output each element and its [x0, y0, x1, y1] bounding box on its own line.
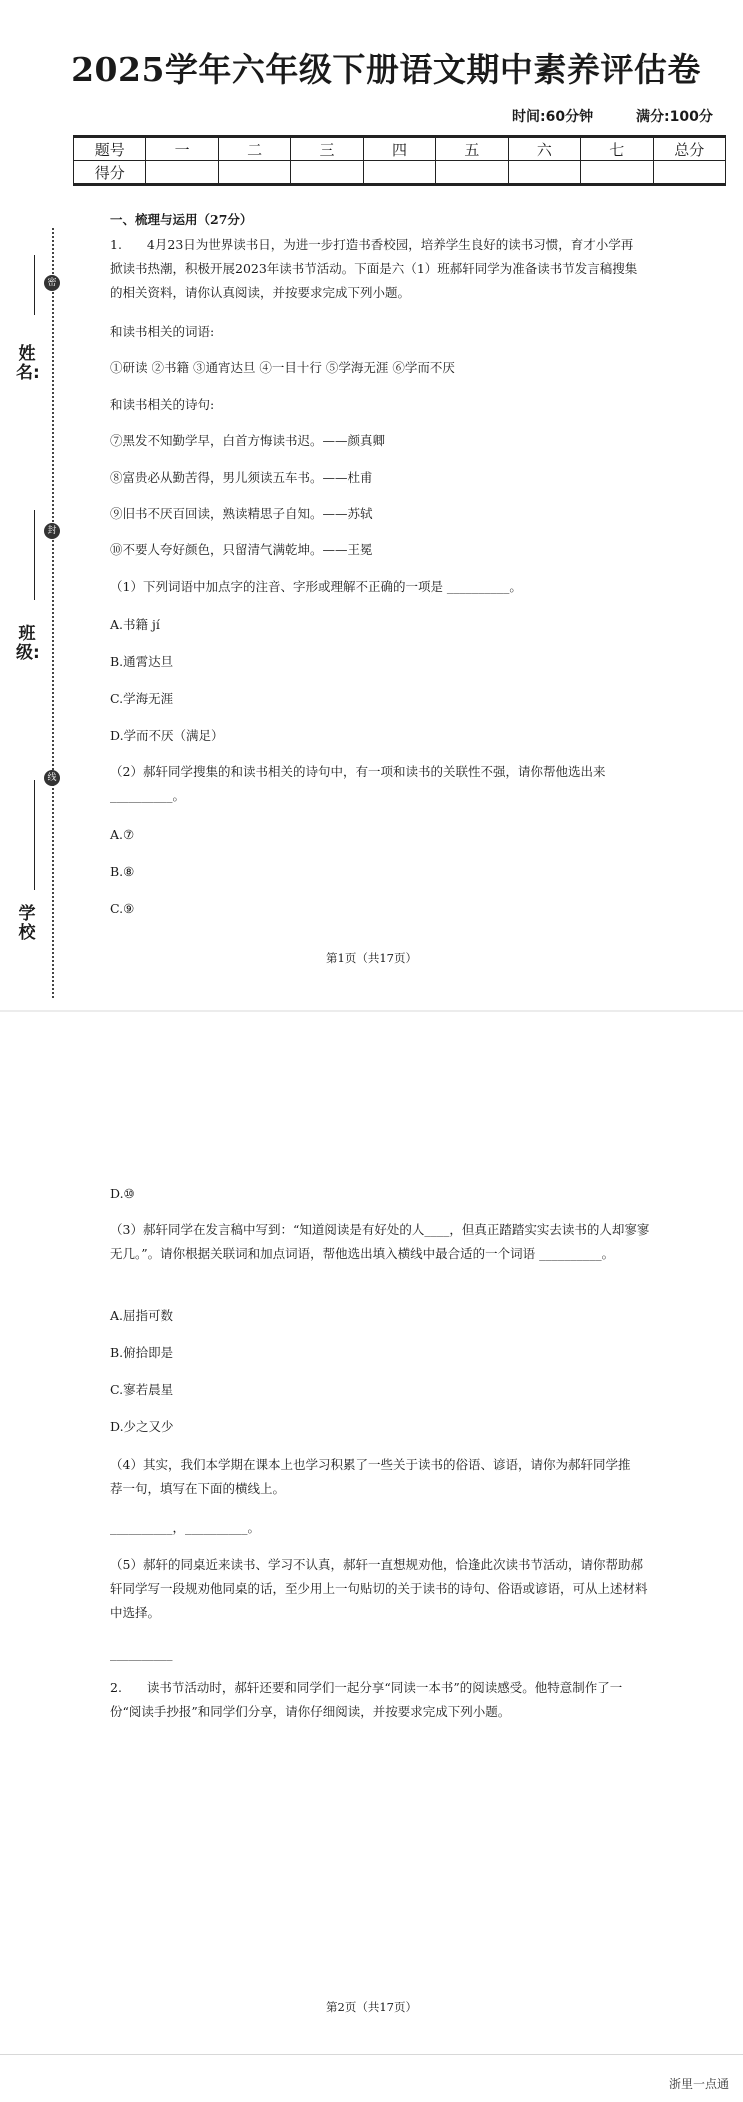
score-header-cell: 五 — [436, 137, 508, 161]
option-a[interactable]: A.屈指可数 — [110, 1308, 174, 1323]
score-header-cell: 二 — [218, 137, 290, 161]
sub-question-1: （1）下列词语中加点字的注音、字形或理解不正确的一项是 __________。 — [110, 579, 522, 594]
question-1-intro: 1. 4月23日为世界读书日，为进一步打造书香校园，培养学生良好的读书习惯，育才小学再掀读书热潮，积极开展2023年读书节活动。下面是六（1）班郝轩同学为准备读书节发言稿搜集的相关资料，请你认真阅读，并按要求完成下列小题。 — [110, 237, 638, 300]
option-a[interactable]: A.书籍 jí — [110, 617, 160, 632]
words-label: 和读书相关的词语: — [110, 324, 215, 339]
sub-question-5: （5）郝轩的同桌近来读书、学习不认真，郝轩一直想规劝他，恰逢此次读书节活动，请你帮助郝轩同学写一段规劝他同桌的话，至少用上一句贴切的关于读书的诗句、俗语或谚语，可从上述材料中选择。 — [110, 1557, 648, 1620]
option-a[interactable]: A.⑦ — [110, 827, 135, 842]
option-c[interactable]: C.寥若晨星 — [110, 1382, 174, 1397]
binding-mark-xian: 线 — [44, 770, 60, 786]
section-title: 一、梳理与运用（27分） — [110, 212, 253, 227]
class-label: 班级: — [16, 624, 40, 663]
question-2-intro: 2. 读书节活动时，郝轩还要和同学们一起分享“同读一本书”的阅读感受。他特意制作了一份“阅读手抄报”和同学们分享，请你仔细阅读，并按要求完成下列小题。 — [110, 1680, 623, 1719]
score-cell[interactable] — [363, 161, 435, 185]
score-row-label: 得分 — [74, 161, 146, 185]
score-cell[interactable] — [291, 161, 363, 185]
page-2-footer: 第2页（共17页） — [326, 2000, 417, 2014]
page-1-footer: 第1页（共17页） — [326, 951, 417, 965]
binding-mark-mi: 密 — [44, 275, 60, 291]
brand-watermark: 浙里一点通 — [668, 2077, 729, 2091]
sub-question-2: （2）郝轩同学搜集的和读书相关的诗句中，有一项和读书的关联性不强，请你帮他选出来 __________。 — [110, 764, 606, 803]
binding-mark-feng: 封 — [44, 523, 60, 539]
class-blank[interactable] — [34, 510, 35, 600]
score-table-header-row — [74, 137, 726, 161]
poem-8: ⑧富贵必从勤苦得，男儿须读五车书。——杜甫 — [110, 470, 373, 485]
poem-9: ⑨旧书不厌百回读，熟读精思子自知。——苏轼 — [110, 506, 373, 521]
answer-blank-4[interactable]: __________，__________。 — [110, 1520, 261, 1535]
option-c[interactable]: C.学海无涯 — [110, 691, 174, 706]
name-blank[interactable] — [34, 255, 35, 315]
page-2 — [0, 1012, 743, 2102]
option-b[interactable]: B.通霄达旦 — [110, 654, 174, 669]
score-header-cell: 总分 — [653, 137, 726, 161]
poem-10: ⑩不要人夸好颜色，只留清气满乾坤。——王冕 — [110, 542, 373, 557]
score-header-cell: 六 — [508, 137, 580, 161]
page-1 — [0, 0, 743, 1010]
option-c[interactable]: C.⑨ — [110, 901, 135, 916]
school-label: 学校 — [18, 904, 36, 943]
full-score: 满分:100分 — [636, 109, 713, 125]
score-header-cell: 七 — [581, 137, 653, 161]
sub-question-3: （3）郝轩同学在发言稿中写到：“知道阅读是有好处的人____，但真正踏踏实实去读书的人却寥寥无几。”。请你根据关联词和加点词语，帮他选出填入横线中最合适的一个词语 __________。 — [110, 1222, 650, 1261]
score-table-score-row — [74, 161, 726, 185]
words-list: ①研读 ②书籍 ③通宵达旦 ④一目十行 ⑤学海无涯 ⑥学而不厌 — [110, 360, 455, 375]
name-label: 姓名: — [16, 344, 40, 383]
poem-7: ⑦黑发不知勤学早，白首方悔读书迟。——颜真卿 — [110, 433, 386, 448]
score-header-cell: 题号 — [74, 137, 146, 161]
score-cell[interactable] — [581, 161, 653, 185]
score-header-cell: 四 — [363, 137, 435, 161]
option-d[interactable]: D.学而不厌（满足） — [110, 728, 224, 743]
score-cell[interactable] — [146, 161, 218, 185]
score-cell[interactable] — [218, 161, 290, 185]
option-b[interactable]: B.⑧ — [110, 864, 135, 879]
poems-label: 和读书相关的诗句: — [110, 397, 215, 412]
option-d[interactable]: D.少之又少 — [110, 1419, 174, 1434]
sub-question-4: （4）其实，我们本学期在课本上也学习积累了一些关于读书的俗语、谚语，请你为郝轩同学推荐一句，填写在下面的横线上。 — [110, 1457, 631, 1496]
option-d[interactable]: D.⑩ — [110, 1186, 135, 1201]
page-title: 2025学年六年级下册语文期中素养评估卷 — [71, 50, 701, 89]
score-header-cell: 三 — [291, 137, 363, 161]
option-b[interactable]: B.俯拾即是 — [110, 1345, 174, 1360]
binding-line — [52, 228, 54, 998]
bottom-rule — [0, 2054, 743, 2055]
score-cell[interactable] — [653, 161, 726, 185]
score-header-cell: 一 — [146, 137, 218, 161]
school-blank[interactable] — [34, 780, 35, 890]
score-cell[interactable] — [508, 161, 580, 185]
exam-time: 时间:60分钟 — [512, 109, 594, 125]
score-table — [73, 135, 726, 186]
answer-blank-5[interactable]: __________ — [110, 1646, 173, 1661]
score-cell[interactable] — [436, 161, 508, 185]
